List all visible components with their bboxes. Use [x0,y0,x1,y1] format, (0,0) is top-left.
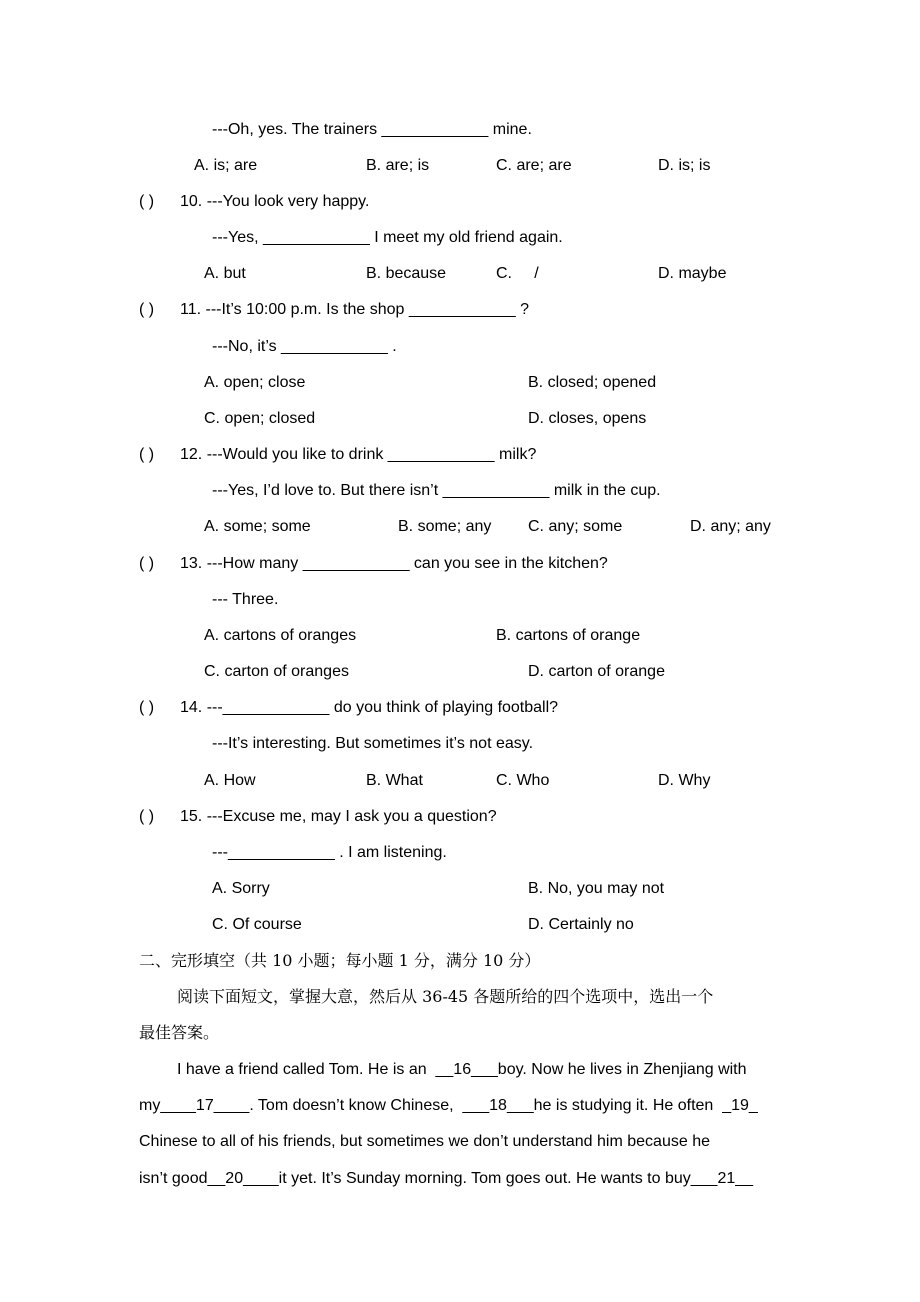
q15-question: 15. ---Excuse me, may I ask you a question? [180,808,497,825]
q11-option-d[interactable]: D. closes, opens [528,410,647,427]
q11-option-c[interactable]: C. open; closed [204,410,316,427]
q10-answer-line: ---Yes, ____________ I meet my old friend again. [212,229,563,246]
q11-option-a[interactable]: A. open; close [204,374,306,391]
q11-answer-bracket[interactable]: ( ) [139,301,155,318]
passage-line-3: Chinese to all of his friends, but sometimes we don’t understand him because he [139,1133,710,1150]
q15-option-b[interactable]: B. No, you may not [528,880,665,897]
passage-line-2: my____17____. Tom doesn’t know Chinese, ___18___he is studying it. He often _19_ [139,1097,758,1114]
q15-answer-bracket[interactable]: ( ) [139,808,155,825]
q10-option-a[interactable]: A. but [204,265,246,282]
q14-option-a[interactable]: A. How [204,772,256,789]
q14-question: 14. ---____________ do you think of playing football? [180,699,559,716]
q10-option-c[interactable]: C. / [496,265,539,282]
q15-option-c[interactable]: C. Of course [212,916,302,933]
section-instruction: 阅读下面短文，掌握大意，然后从 36-45 各题所给的四个选项中，选出一个 [177,987,714,1006]
q10-option-d[interactable]: D. maybe [658,265,727,282]
q12-option-d[interactable]: D. any; any [690,518,771,535]
q14-option-b[interactable]: B. What [366,772,423,789]
q9-option-a[interactable]: A. is; are [194,157,258,174]
q9-option-b[interactable]: B. are; is [366,157,430,174]
q13-option-b[interactable]: B. cartons of orange [496,627,641,644]
q15-answer-line: ---____________ . I am listening. [212,844,447,861]
q13-option-a[interactable]: A. cartons of oranges [204,627,357,644]
q12-option-b[interactable]: B. some; any [398,518,492,535]
passage-line-4: isn’t good__20____it yet. It’s Sunday morning. Tom goes out. He wants to buy___21__ [139,1170,754,1187]
q15-option-d[interactable]: D. Certainly no [528,916,634,933]
q12-option-c[interactable]: C. any; some [528,518,623,535]
section-heading: 二、完形填空（共 10 小题；每小题 1 分，满分 10 分） [139,951,541,970]
q13-question: 13. ---How many ____________ can you see in the kitchen? [180,555,608,572]
q15-option-a[interactable]: A. Sorry [212,880,270,897]
q10-option-b[interactable]: B. because [366,265,447,282]
q12-option-a[interactable]: A. some; some [204,518,311,535]
passage-line-1: I have a friend called Tom. He is an __16___boy. Now he lives in Zhenjiang with [177,1061,747,1078]
q13-option-c[interactable]: C. carton of oranges [204,663,349,680]
q14-option-c[interactable]: C. Who [496,772,550,789]
q14-answer-line: ---It’s interesting. But sometimes it’s not easy. [212,735,534,752]
q13-answer-bracket[interactable]: ( ) [139,555,155,572]
q14-answer-bracket[interactable]: ( ) [139,699,155,716]
q13-answer-line: --- Three. [212,591,279,608]
q9-answer-line: ---Oh, yes. The trainers ____________ mine. [212,121,532,138]
q10-answer-bracket[interactable]: ( ) [139,193,155,210]
q12-answer-line: ---Yes, I’d love to. But there isn’t ____________ milk in the cup. [212,482,661,499]
q12-answer-bracket[interactable]: ( ) [139,446,155,463]
q9-option-d[interactable]: D. is; is [658,157,711,174]
q11-question: 11. ---It’s 10:00 p.m. Is the shop ____________ ? [180,301,529,318]
q11-option-b[interactable]: B. closed; opened [528,374,657,391]
q10-question: 10. ---You look very happy. [180,193,370,210]
section-instruction-cont: 最佳答案。 [139,1023,220,1042]
q12-question: 12. ---Would you like to drink ____________ milk? [180,446,537,463]
q9-option-c[interactable]: C. are; are [496,157,572,174]
q13-option-d[interactable]: D. carton of orange [528,663,665,680]
q11-answer-line: ---No, it’s ____________ . [212,338,397,355]
q14-option-d[interactable]: D. Why [658,772,711,789]
